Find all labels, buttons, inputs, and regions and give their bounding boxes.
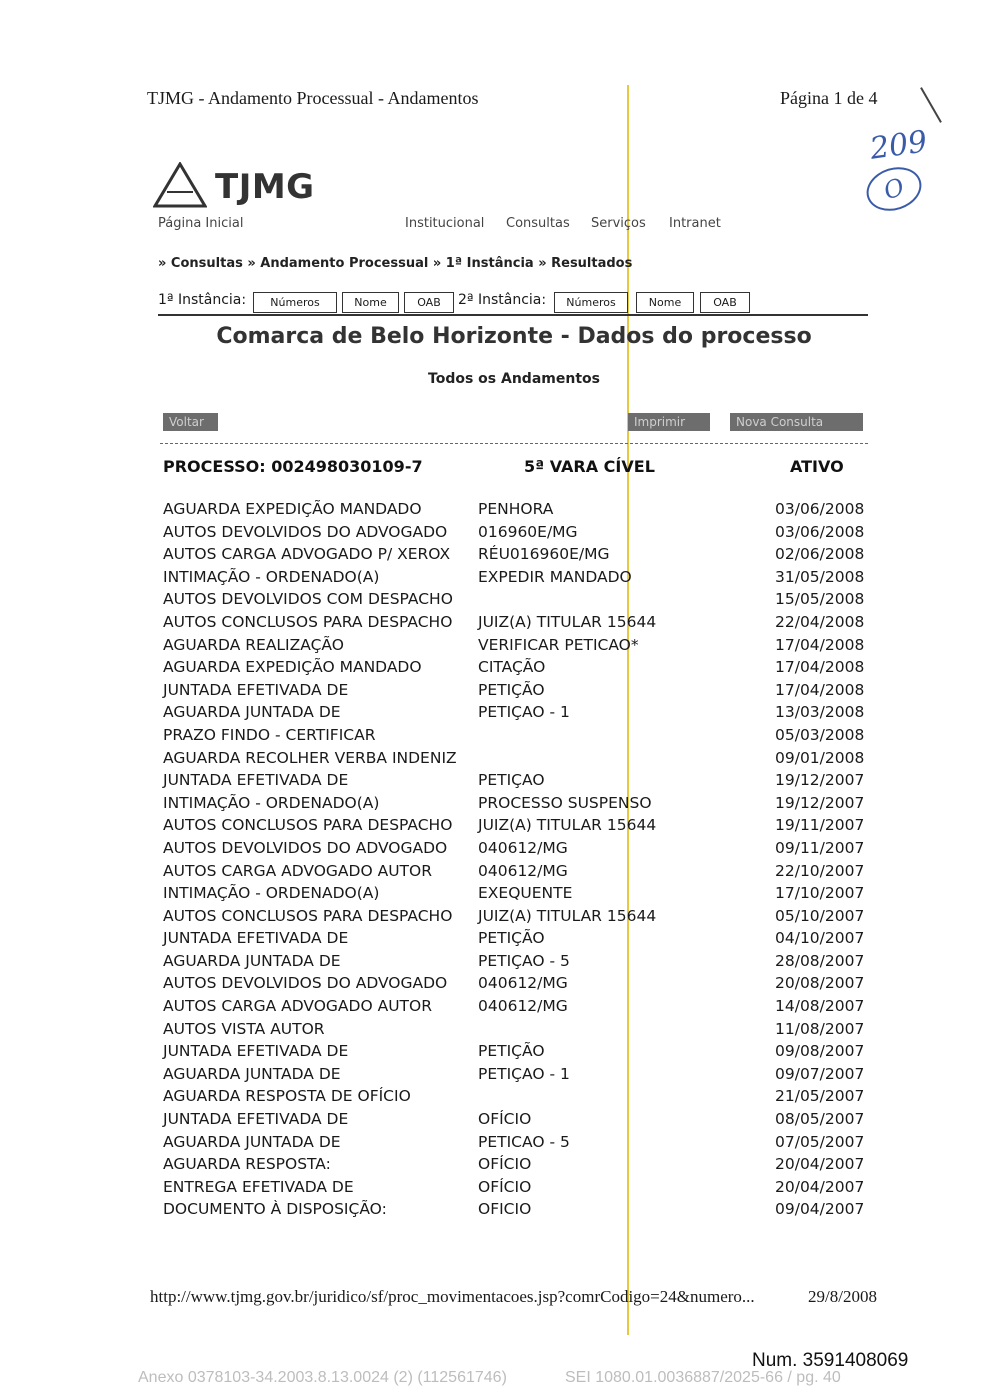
footer-url: http://www.tjmg.gov.br/juridico/sf/proc_movimentacoes.jsp?comrCodigo=24&numero... xyxy=(150,1287,755,1306)
movement-row xyxy=(0,927,990,950)
print-header-page-number: Página 1 de 4 xyxy=(780,88,878,108)
movement-row xyxy=(0,1131,990,1154)
movement-description: AGUARDA REALIZAÇÃO xyxy=(163,635,344,654)
movement-date: 31/05/2008 xyxy=(775,567,865,586)
movement-date: 13/03/2008 xyxy=(775,703,865,722)
movement-description: AGUARDA EXPEDIÇÃO MANDADO xyxy=(163,500,422,518)
movement-row xyxy=(0,1018,990,1041)
movement-date: 20/04/2007 xyxy=(775,1177,865,1196)
movement-row xyxy=(0,543,990,566)
annex-stamp: Anexo 0378103-34.2003.8.13.0024 (2) (112561746) xyxy=(138,1369,507,1386)
section-divider xyxy=(160,443,868,444)
instance-search-bar xyxy=(158,292,868,316)
second-instance-name-button[interactable]: Nome xyxy=(636,292,694,313)
movement-row xyxy=(0,566,990,589)
movement-date: 17/04/2008 xyxy=(775,680,865,699)
movement-date: 19/12/2007 xyxy=(775,793,865,812)
movement-complement: OFÍCIO xyxy=(478,1110,532,1129)
nav-home[interactable]: Página Inicial xyxy=(158,216,244,231)
movement-date: 03/06/2008 xyxy=(775,500,865,518)
movement-description: PRAZO FINDO - CERTIFICAR xyxy=(163,725,376,744)
movement-row xyxy=(0,1040,990,1063)
movement-row xyxy=(0,656,990,679)
process-court: 5ª VARA CÍVEL xyxy=(524,457,655,476)
movement-date: 05/03/2008 xyxy=(775,725,865,744)
movement-description: AUTOS CONCLUSOS PARA DESPACHO xyxy=(163,816,453,835)
second-instance-label: 2ª Instância: xyxy=(458,292,547,308)
movement-date: 04/10/2007 xyxy=(775,929,865,948)
movement-description: AGUARDA RESPOSTA: xyxy=(163,1155,331,1174)
handwritten-circled-letter: O xyxy=(880,172,908,206)
movement-description: AUTOS CARGA ADVOGADO P/ XEROX xyxy=(163,545,451,564)
movement-date: 05/10/2007 xyxy=(775,906,865,925)
nav-servicos[interactable]: Serviços xyxy=(591,216,646,231)
movement-row xyxy=(0,950,990,973)
movement-date: 20/04/2007 xyxy=(775,1155,865,1174)
movement-row xyxy=(0,837,990,860)
first-instance-oab-button[interactable]: OAB xyxy=(404,292,454,313)
movement-complement: PETIÇÃO xyxy=(478,680,545,699)
movement-description: AGUARDA JUNTADA DE xyxy=(163,1064,341,1083)
movement-date: 09/04/2007 xyxy=(775,1200,865,1219)
movement-date: 09/07/2007 xyxy=(775,1064,865,1083)
movement-description: AUTOS DEVOLVIDOS DO ADVOGADO xyxy=(163,522,448,541)
movement-description: JUNTADA EFETIVADA DE xyxy=(163,929,349,948)
movement-row xyxy=(0,747,990,770)
movement-row xyxy=(0,498,990,521)
movement-description: AGUARDA JUNTADA DE xyxy=(163,1132,341,1151)
nav-consultas[interactable]: Consultas xyxy=(506,216,570,231)
first-instance-numbers-button[interactable]: Números xyxy=(253,292,337,313)
movement-date: 09/08/2007 xyxy=(775,1042,865,1061)
movement-complement: RÉU016960E/MG xyxy=(478,545,610,564)
process-status: ATIVO xyxy=(790,457,844,476)
movement-row xyxy=(0,860,990,883)
movement-description: INTIMAÇÃO - ORDENADO(A) xyxy=(163,793,380,812)
movement-complement: PETIÇAO - 1 xyxy=(478,703,570,722)
movement-description: AGUARDA JUNTADA DE xyxy=(163,703,341,722)
nav-institucional[interactable]: Institucional xyxy=(405,216,485,231)
movement-row xyxy=(0,769,990,792)
movement-row xyxy=(0,1176,990,1199)
movement-description: INTIMAÇÃO - ORDENADO(A) xyxy=(163,567,380,586)
movement-date: 08/05/2007 xyxy=(775,1110,865,1129)
movement-description: AUTOS CARGA ADVOGADO AUTOR xyxy=(163,997,432,1016)
movement-complement: PETIÇÃO xyxy=(478,929,545,948)
movement-description: AUTOS CONCLUSOS PARA DESPACHO xyxy=(163,612,453,631)
movement-row xyxy=(0,679,990,702)
movement-description: AUTOS DEVOLVIDOS COM DESPACHO xyxy=(163,590,453,609)
movement-date: 19/11/2007 xyxy=(775,816,865,835)
movement-date: 17/04/2008 xyxy=(775,658,865,677)
movement-date: 22/04/2008 xyxy=(775,612,865,631)
movement-description: AGUARDA JUNTADA DE xyxy=(163,951,341,970)
movement-complement: PETIÇAO xyxy=(478,771,545,790)
tjmg-logo[interactable] xyxy=(153,162,315,212)
footer-date: 29/8/2008 xyxy=(808,1287,877,1306)
movement-date: 14/08/2007 xyxy=(775,997,865,1016)
movement-description: INTIMAÇÃO - ORDENADO(A) xyxy=(163,884,380,903)
movement-complement: PENHORA xyxy=(478,500,554,518)
movement-date: 17/10/2007 xyxy=(775,884,865,903)
handwritten-page-number: 209 xyxy=(867,124,930,167)
movement-row xyxy=(0,1108,990,1131)
movement-description: JUNTADA EFETIVADA DE xyxy=(163,771,349,790)
movement-date: 17/04/2008 xyxy=(775,635,865,654)
movement-row xyxy=(0,882,990,905)
movement-date: 28/08/2007 xyxy=(775,951,865,970)
movement-description: AGUARDA EXPEDIÇÃO MANDADO xyxy=(163,658,422,677)
movement-complement: EXPEDIR MANDADO xyxy=(478,567,632,586)
movement-description: ENTREGA EFETIVADA DE xyxy=(163,1177,354,1196)
movement-complement: 040612/MG xyxy=(478,838,568,857)
second-instance-numbers-button[interactable]: Números xyxy=(554,292,628,313)
movement-description: AUTOS VISTA AUTOR xyxy=(163,1019,325,1038)
movement-date: 07/05/2007 xyxy=(775,1132,865,1151)
movement-row xyxy=(0,611,990,634)
movement-description: AUTOS DEVOLVIDOS DO ADVOGADO xyxy=(163,974,448,993)
movement-date: 21/05/2007 xyxy=(775,1087,865,1106)
top-nav xyxy=(0,216,990,232)
movement-row xyxy=(0,905,990,928)
movement-description: DOCUMENTO À DISPOSIÇÃO: xyxy=(163,1200,387,1219)
movement-row xyxy=(0,995,990,1018)
pen-stroke xyxy=(920,87,942,123)
movement-complement: PETIÇÃO xyxy=(478,1042,545,1061)
movement-row xyxy=(0,1153,990,1176)
movement-date: 03/06/2008 xyxy=(775,522,865,541)
movement-row xyxy=(0,814,990,837)
movement-complement: OFÍCIO xyxy=(478,1177,532,1196)
movement-complement: 016960E/MG xyxy=(478,522,578,541)
movement-description: JUNTADA EFETIVADA DE xyxy=(163,1110,349,1129)
movement-complement: OFICIO xyxy=(478,1200,532,1219)
movement-complement: VERIFICAR PETICAO* xyxy=(478,635,639,654)
movement-description: JUNTADA EFETIVADA DE xyxy=(163,680,349,699)
movement-complement: JUIZ(A) TITULAR 15644 xyxy=(478,816,657,835)
movement-complement: 040612/MG xyxy=(478,861,568,880)
movement-date: 09/11/2007 xyxy=(775,838,865,857)
movement-complement: PETIÇAO - 5 xyxy=(478,951,570,970)
movement-description: AUTOS CONCLUSOS PARA DESPACHO xyxy=(163,906,453,925)
triangle-logo-icon xyxy=(153,162,207,212)
movement-date: 20/08/2007 xyxy=(775,974,865,993)
back-button[interactable]: Voltar xyxy=(163,413,218,431)
movement-complement: CITAÇÃO xyxy=(478,658,546,677)
movement-description: AGUARDA RECOLHER VERBA INDENIZ xyxy=(163,748,457,767)
movement-row xyxy=(0,792,990,815)
movement-complement: OFÍCIO xyxy=(478,1155,532,1174)
movement-date: 19/12/2007 xyxy=(775,771,865,790)
movement-date: 15/05/2008 xyxy=(775,590,865,609)
movement-row xyxy=(0,972,990,995)
page-title: Comarca de Belo Horizonte - Dados do processo xyxy=(216,324,812,349)
movement-date: 22/10/2007 xyxy=(775,861,865,880)
movement-description: AUTOS DEVOLVIDOS DO ADVOGADO xyxy=(163,838,448,857)
movement-complement: PROCESSO SUSPENSO xyxy=(478,793,652,812)
first-instance-name-button[interactable]: Nome xyxy=(342,292,399,313)
movement-description: AGUARDA RESPOSTA DE OFÍCIO xyxy=(163,1087,411,1106)
movement-row xyxy=(0,1085,990,1108)
movement-complement: PETICAO - 5 xyxy=(478,1132,570,1151)
second-instance-oab-button[interactable]: OAB xyxy=(700,292,750,313)
movement-row xyxy=(0,521,990,544)
movement-date: 11/08/2007 xyxy=(775,1019,865,1038)
movement-row xyxy=(0,724,990,747)
movement-description: JUNTADA EFETIVADA DE xyxy=(163,1042,349,1061)
process-header xyxy=(0,457,990,477)
nav-intranet[interactable]: Intranet xyxy=(669,216,721,231)
handwritten-circled-mark xyxy=(861,160,927,217)
first-instance-label: 1ª Instância: xyxy=(158,292,247,308)
movement-row xyxy=(0,1198,990,1221)
sei-stamp: SEI 1080.01.0036887/2025-66 / pg. 40 xyxy=(565,1369,841,1386)
movement-row xyxy=(0,1063,990,1086)
movements-list xyxy=(0,498,990,1221)
movement-complement: JUIZ(A) TITULAR 15644 xyxy=(478,612,657,631)
print-header-title: TJMG - Andamento Processual - Andamentos xyxy=(147,88,479,108)
process-number: PROCESSO: 002498030109-7 xyxy=(163,457,423,476)
page-subtitle: Todos os Andamentos xyxy=(428,371,600,387)
print-button[interactable]: Imprimir xyxy=(628,413,710,431)
new-query-button[interactable]: Nova Consulta xyxy=(730,413,863,431)
movement-complement: JUIZ(A) TITULAR 15644 xyxy=(478,906,657,925)
logo-text: TJMG xyxy=(215,167,315,207)
breadcrumb: » Consultas » Andamento Processual » 1ª Instância » Resultados xyxy=(158,256,633,271)
document-number: Num. 3591408069 xyxy=(752,1350,909,1371)
movement-complement: PETIÇAO - 1 xyxy=(478,1064,570,1083)
movement-date: 02/06/2008 xyxy=(775,545,865,564)
movement-row xyxy=(0,588,990,611)
movement-complement: 040612/MG xyxy=(478,997,568,1016)
movement-row xyxy=(0,701,990,724)
movement-date: 09/01/2008 xyxy=(775,748,865,767)
movement-complement: EXEQUENTE xyxy=(478,884,573,903)
movement-complement: 040612/MG xyxy=(478,974,568,993)
movement-description: AUTOS CARGA ADVOGADO AUTOR xyxy=(163,861,432,880)
movement-row xyxy=(0,634,990,657)
